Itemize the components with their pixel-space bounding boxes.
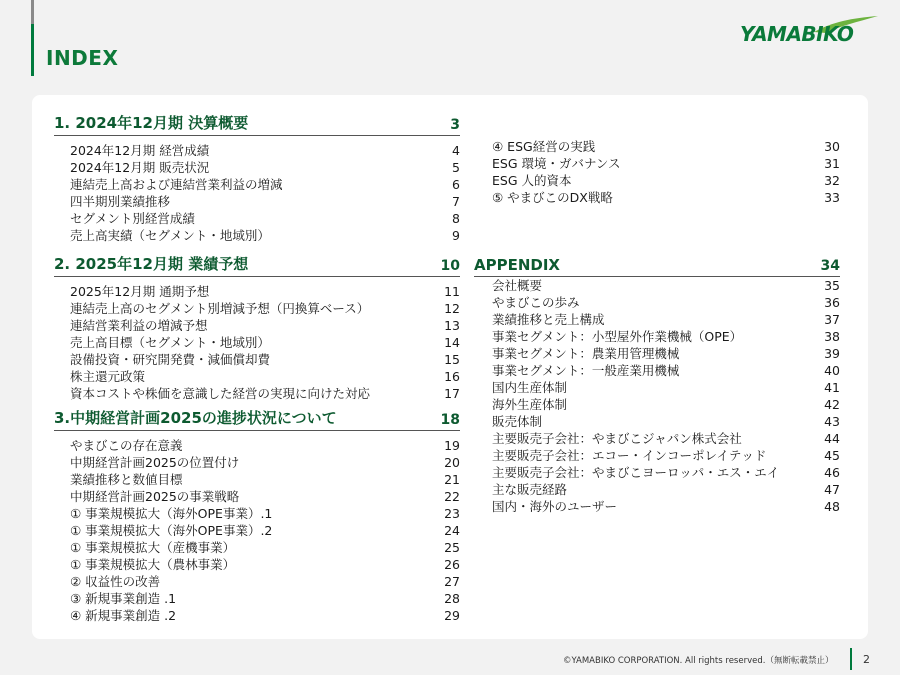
toc-item[interactable] (54, 142, 460, 159)
toc-item-label: 主要販売子会社：エコー・インコーポレイテッド (492, 448, 767, 463)
toc-item-page: 46 (824, 465, 840, 480)
toc-item[interactable] (54, 539, 460, 556)
toc-item[interactable] (54, 385, 460, 402)
toc-item[interactable] (54, 351, 460, 368)
section-2-header[interactable] (54, 254, 460, 277)
toc-item[interactable] (474, 345, 840, 362)
toc-item-label: 事業セグメント：農業用管理機械 (492, 346, 680, 361)
header-accent-green (31, 24, 34, 76)
toc-item-page: 8 (452, 211, 460, 226)
section-1-page: 3 (450, 117, 460, 133)
toc-item[interactable] (54, 573, 460, 590)
toc-item[interactable] (474, 498, 840, 515)
toc-item-page: 17 (444, 386, 460, 401)
section-1 (54, 113, 460, 244)
toc-item-label: ① 事業規模拡大（海外OPE事業）.1 (70, 506, 273, 521)
toc-item-page: 23 (444, 506, 460, 521)
section-2-page: 10 (440, 258, 460, 274)
toc-item-label: 2025年12月期 通期予想 (70, 284, 210, 299)
toc-item-page: 7 (452, 194, 460, 209)
toc-item[interactable] (474, 328, 840, 345)
section-3-items (54, 437, 460, 624)
toc-item-page: 35 (824, 278, 840, 293)
toc-item-page: 42 (824, 397, 840, 412)
section-appendix (474, 254, 840, 515)
toc-item-label: 連結売上高のセグメント別増減予想（円換算ベース） (70, 301, 370, 316)
toc-item-label: ① 事業規模拡大（産機事業） (70, 540, 236, 555)
toc-item-page: 14 (444, 335, 460, 350)
section-3-title: 3.中期経営計画2025の進捗状況について (54, 409, 337, 427)
toc-item-label: 海外生産体制 (492, 397, 568, 412)
toc-item-label: 連結営業利益の増減予想 (70, 318, 208, 333)
footer-accent-bar (850, 648, 852, 670)
toc-item-page: 4 (452, 143, 460, 158)
toc-item-page: 38 (824, 329, 840, 344)
toc-item[interactable] (54, 488, 460, 505)
toc-item-label: ① 事業規模拡大（海外OPE事業）.2 (70, 523, 273, 538)
footer-copyright: ©YAMABIKO CORPORATION. All rights reserved.（無断転載禁止） (563, 656, 834, 666)
toc-item-page: 26 (444, 557, 460, 572)
toc-item[interactable] (54, 556, 460, 573)
toc-item-page: 36 (824, 295, 840, 310)
toc-item-label: 主な販売経路 (492, 482, 568, 497)
toc-item-label: セグメント別経営成績 (70, 211, 195, 226)
toc-item-page: 32 (824, 173, 840, 188)
page-title: INDEX (46, 46, 119, 70)
toc-item-page: 29 (444, 608, 460, 623)
toc-item-label: 主要販売子会社：やまびこヨーロッパ・エス・エイ (492, 465, 780, 480)
toc-item-label: 国内生産体制 (492, 380, 568, 395)
toc-item-label: 国内・海外のユーザー (492, 499, 618, 514)
toc-item-label: 四半期別業績推移 (70, 194, 171, 209)
toc-item-label: ESG 人的資本 (492, 173, 572, 188)
toc-item[interactable] (474, 481, 840, 498)
toc-item-label: ④ ESG経営の実践 (492, 139, 596, 154)
toc-item-label: 設備投資・研究開発費・減価償却費 (70, 352, 271, 367)
toc-item-label: ③ 新規事業創造 .1 (70, 591, 177, 606)
appendix-items (474, 277, 840, 515)
index-card (32, 95, 868, 639)
toc-item[interactable] (474, 430, 840, 447)
toc-item[interactable] (474, 396, 840, 413)
toc-item-page: 19 (444, 438, 460, 453)
toc-item-label: 売上高実績（セグメント・地域別） (70, 228, 270, 243)
toc-item-page: 45 (824, 448, 840, 463)
section-1-title: 1. 2024年12月期 決算概要 (54, 114, 249, 132)
toc-item-page: 33 (824, 190, 840, 205)
toc-item-label: ① 事業規模拡大（農林事業） (70, 557, 236, 572)
section-1-header[interactable] (54, 113, 460, 136)
toc-item[interactable] (54, 368, 460, 385)
toc-item-page: 31 (824, 156, 840, 171)
section-3-continued (474, 138, 840, 206)
toc-item-page: 12 (444, 301, 460, 316)
toc-item-label: 業績推移と売上構成 (492, 312, 605, 327)
toc-item-page: 9 (452, 228, 460, 243)
toc-item-page: 24 (444, 523, 460, 538)
toc-item[interactable] (54, 590, 460, 607)
toc-item-label: ⑤ やまびこのDX戦略 (492, 190, 613, 205)
toc-item-label: 連結売上高および連結営業利益の増減 (70, 177, 283, 192)
toc-item-page: 47 (824, 482, 840, 497)
toc-item-label: 業績推移と数値目標 (70, 472, 183, 487)
toc-item-label: ④ 新規事業創造 .2 (70, 608, 177, 623)
toc-item-page: 30 (824, 139, 840, 154)
section-3-page: 18 (440, 412, 460, 428)
toc-item[interactable] (54, 193, 460, 210)
toc-item-label: 2024年12月期 販売状況 (70, 160, 210, 175)
toc-item[interactable] (474, 413, 840, 430)
toc-item-label: 2024年12月期 経営成績 (70, 143, 210, 158)
toc-item[interactable] (54, 210, 460, 227)
toc-item[interactable] (474, 189, 840, 206)
toc-item-label: やまびこの存在意義 (70, 438, 183, 453)
toc-item[interactable] (474, 277, 840, 294)
toc-item-page: 40 (824, 363, 840, 378)
toc-item[interactable] (474, 311, 840, 328)
toc-item-label: 事業セグメント：一般産業用機械 (492, 363, 680, 378)
toc-item-page: 20 (444, 455, 460, 470)
section-1-items (54, 142, 460, 244)
toc-item-page: 21 (444, 472, 460, 487)
section-3-header[interactable] (54, 408, 460, 431)
toc-item-label: 主要販売子会社：やまびこジャパン株式会社 (492, 431, 742, 446)
toc-item-label: やまびこの歩み (492, 295, 580, 310)
toc-item-page: 25 (444, 540, 460, 555)
toc-item-page: 15 (444, 352, 460, 367)
section-2-items (54, 283, 460, 402)
toc-item-page: 27 (444, 574, 460, 589)
logo-text: YAMABIKO (740, 22, 854, 46)
toc-item-page: 11 (444, 284, 460, 299)
toc-item[interactable] (54, 607, 460, 624)
toc-item-page: 22 (444, 489, 460, 504)
toc-item[interactable] (474, 447, 840, 464)
yamabiko-logo (740, 14, 880, 48)
toc-item[interactable] (474, 138, 840, 155)
toc-item-page: 16 (444, 369, 460, 384)
toc-item-label: 事業セグメント：小型屋外作業機械（OPE） (492, 329, 743, 344)
section-3-cont-items (474, 138, 840, 206)
header-accent-gray (31, 0, 34, 24)
appendix-page: 34 (820, 258, 840, 274)
toc-item[interactable] (54, 317, 460, 334)
toc-item-label: 株主還元政策 (70, 369, 146, 384)
toc-item[interactable] (54, 283, 460, 300)
toc-item-label: 会社概要 (492, 278, 543, 293)
toc-item[interactable] (474, 294, 840, 311)
toc-item-label: 中期経営計画2025の位置付け (70, 455, 240, 470)
toc-item-page: 41 (824, 380, 840, 395)
toc-item[interactable] (474, 155, 840, 172)
toc-item[interactable] (474, 172, 840, 189)
toc-item-label: 中期経営計画2025の事業戦略 (70, 489, 240, 504)
toc-item-label: 資本コストや株価を意識した経営の実現に向けた対応 (70, 386, 371, 401)
toc-item-label: 販売体制 (492, 414, 543, 429)
toc-item-page: 37 (824, 312, 840, 327)
toc-item-page: 48 (824, 499, 840, 514)
toc-item[interactable] (54, 334, 460, 351)
toc-item[interactable] (54, 505, 460, 522)
toc-item-page: 6 (452, 177, 460, 192)
toc-item[interactable] (54, 437, 460, 454)
toc-item-page: 5 (452, 160, 460, 175)
toc-item-page: 44 (824, 431, 840, 446)
page-number: 2 (863, 653, 870, 666)
toc-item[interactable] (54, 454, 460, 471)
toc-item-page: 13 (444, 318, 460, 333)
toc-item[interactable] (474, 362, 840, 379)
section-3 (54, 408, 460, 624)
toc-item[interactable] (54, 471, 460, 488)
toc-item-page: 43 (824, 414, 840, 429)
section-2 (54, 254, 460, 402)
toc-item[interactable] (474, 379, 840, 396)
toc-item[interactable] (54, 522, 460, 539)
toc-item-label: ② 収益性の改善 (70, 574, 161, 589)
toc-item[interactable] (54, 176, 460, 193)
appendix-title: APPENDIX (474, 256, 560, 274)
section-2-title: 2. 2025年12月期 業績予想 (54, 255, 249, 273)
toc-item[interactable] (54, 159, 460, 176)
appendix-header[interactable] (474, 254, 840, 277)
toc-item-page: 39 (824, 346, 840, 361)
toc-item-page: 28 (444, 591, 460, 606)
toc-item-label: 売上高目標（セグメント・地域別） (70, 335, 270, 350)
toc-item[interactable] (54, 300, 460, 317)
toc-item-label: ESG 環境・ガバナンス (492, 156, 621, 171)
toc-item[interactable] (54, 227, 460, 244)
toc-item[interactable] (474, 464, 840, 481)
